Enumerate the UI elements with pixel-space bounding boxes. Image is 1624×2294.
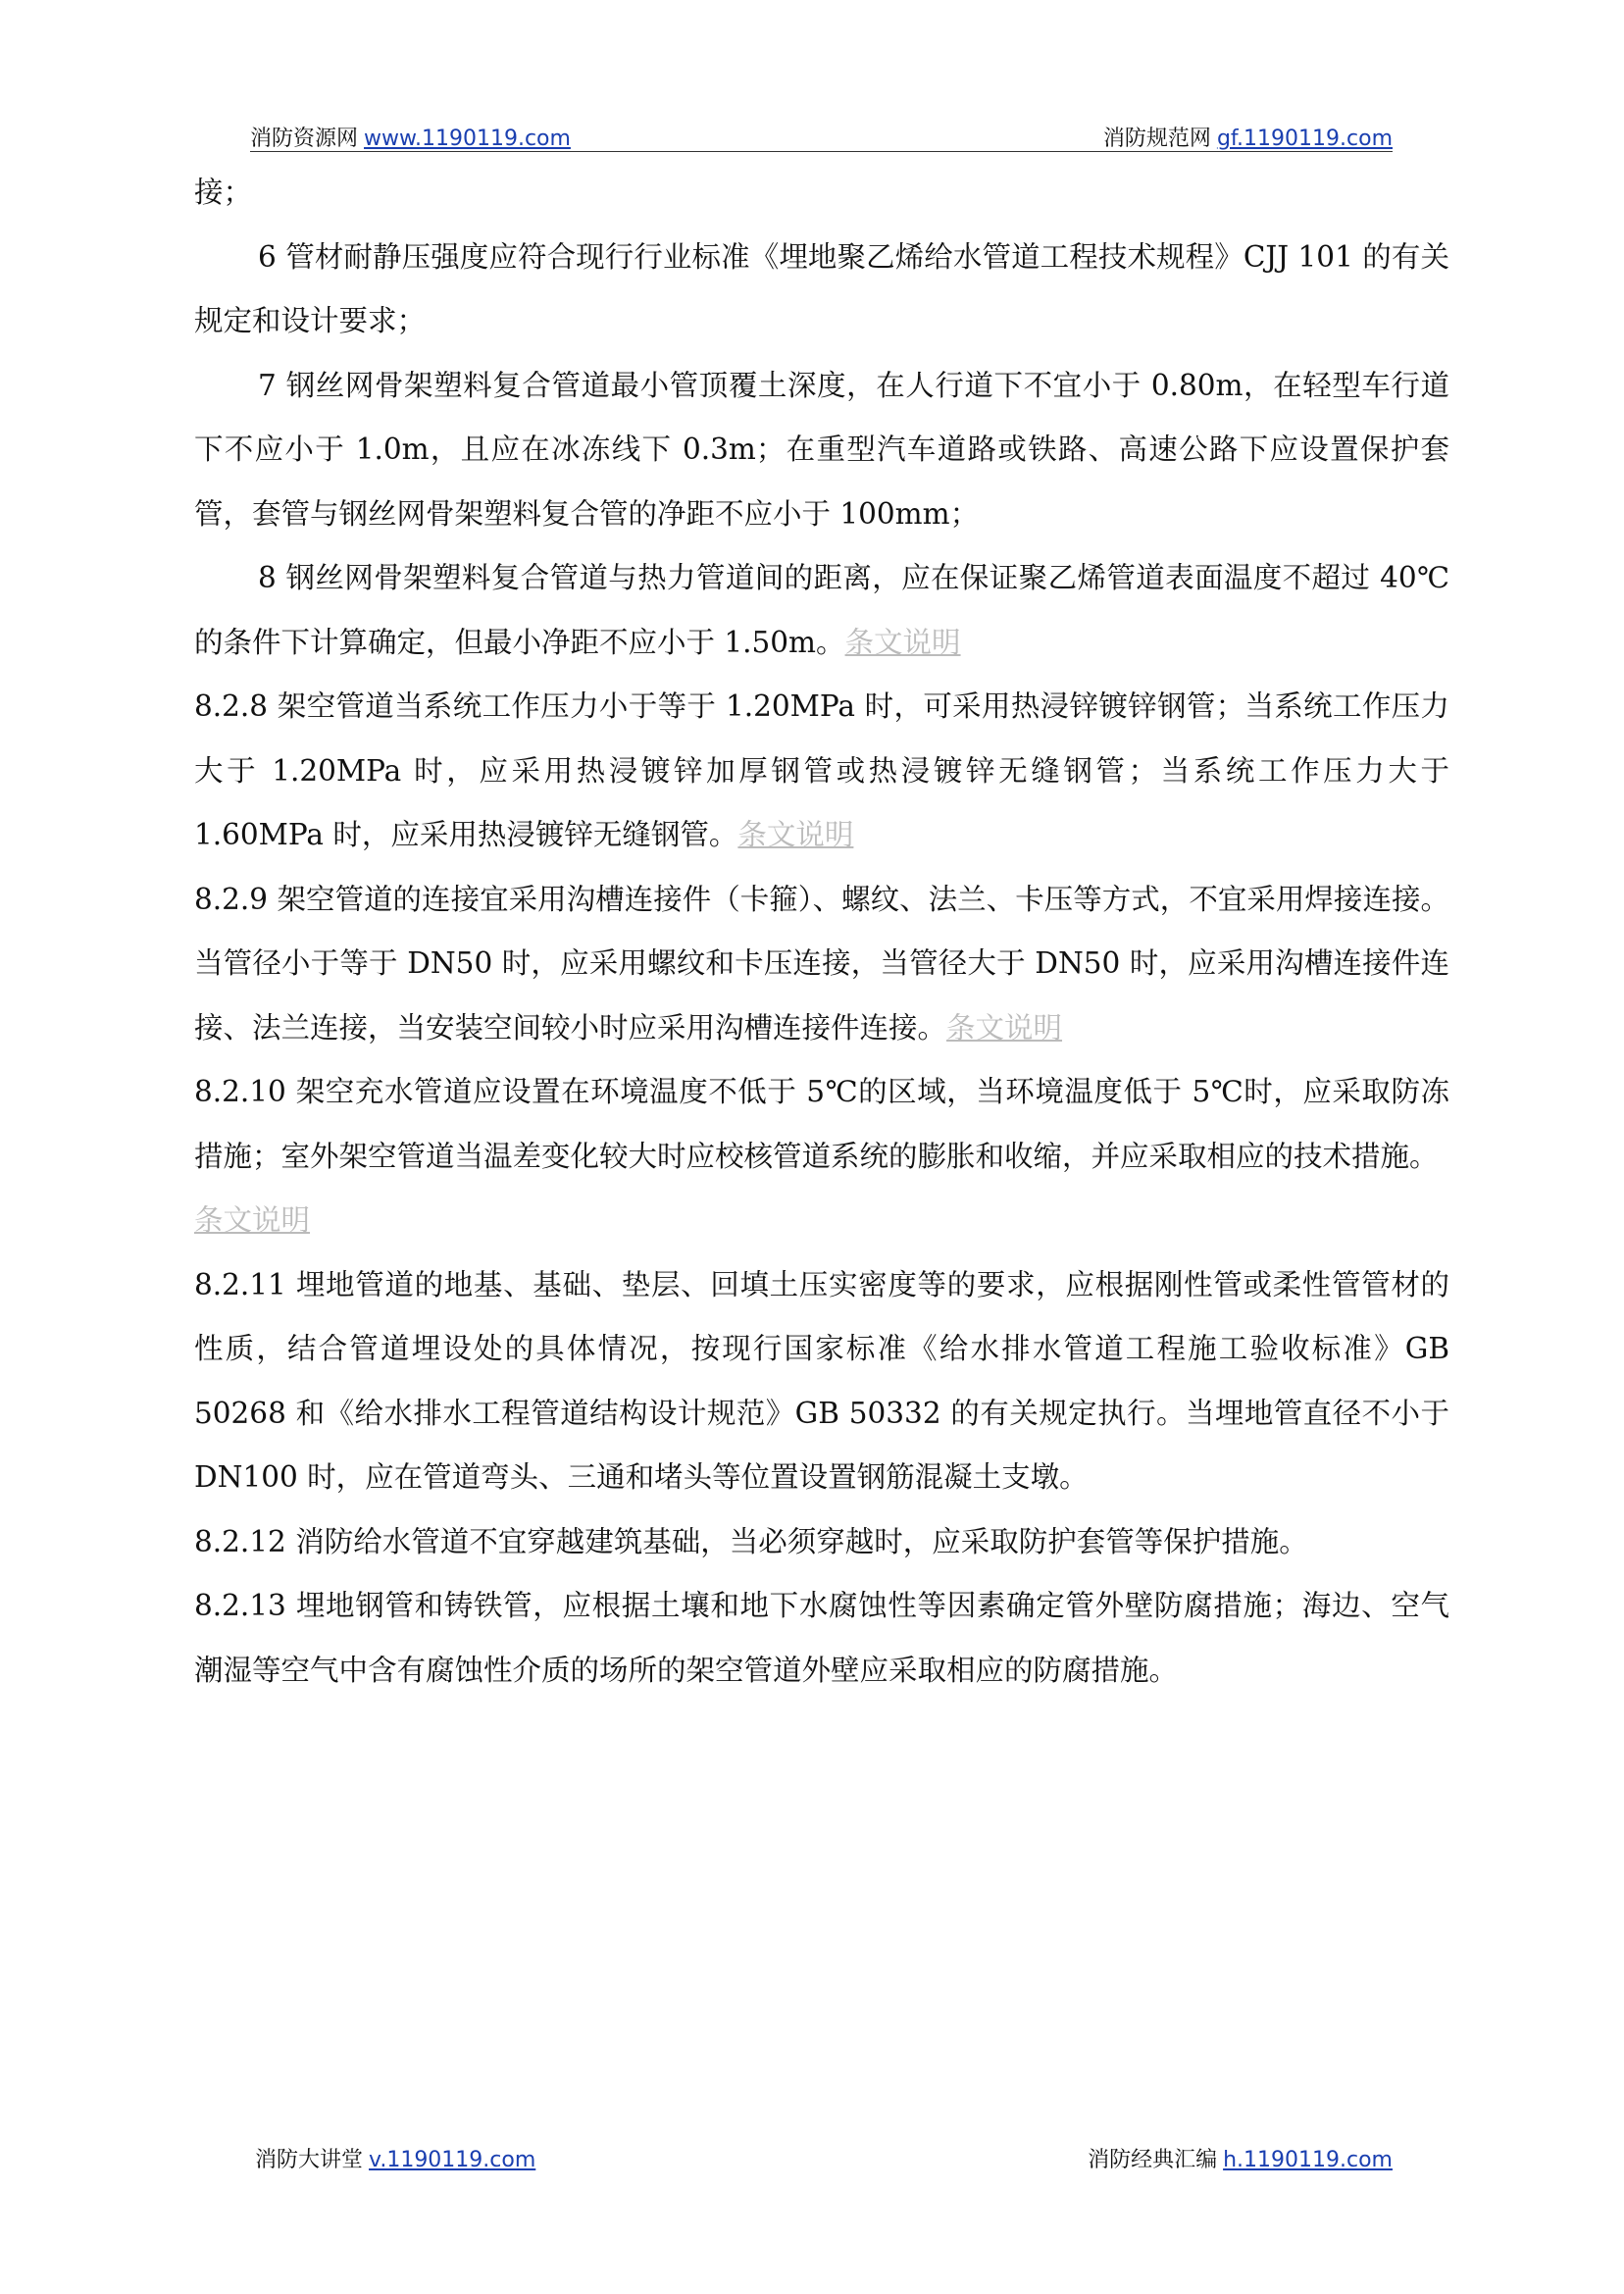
footer-right bbox=[1088, 2143, 1393, 2173]
paragraph-continuation bbox=[194, 161, 1449, 226]
header-right-label: 消防规范网 bbox=[1102, 127, 1211, 151]
clause-8-2-12 bbox=[194, 1510, 1449, 1575]
clause-note-link[interactable]: 条文说明 bbox=[194, 1203, 311, 1237]
footer-right-link[interactable]: h.1190119.com bbox=[1223, 2148, 1393, 2172]
clause-8-2-10 bbox=[194, 1060, 1449, 1189]
paragraph-text: 8.2.12 消防给水管道不宜穿越建筑基础，当必须穿越时，应采取防护套管等保护措施。 bbox=[194, 1524, 1308, 1558]
clause-note-link[interactable]: 条文说明 bbox=[946, 1010, 1063, 1045]
paragraph-text: 6 管材耐静压强度应符合现行行业标准《埋地聚乙烯给水管道工程技术规程》CJJ 101 的有关规定和设计要求； bbox=[194, 239, 1449, 337]
paragraph-text: 8.2.13 埋地钢管和铸铁管，应根据土壤和地下水腐蚀性等因素确定管外壁防腐措施；海边、空气潮湿等空气中含有腐蚀性介质的场所的架空管道外壁应采取相应的防腐措施。 bbox=[194, 1589, 1449, 1687]
footer-left-link[interactable]: v.1190119.com bbox=[369, 2148, 536, 2172]
clause-note-row bbox=[194, 1189, 1449, 1253]
clause-note-link[interactable]: 条文说明 bbox=[737, 818, 854, 851]
clause-8-2-13 bbox=[194, 1574, 1449, 1703]
paragraph-text: 7 钢丝网骨架塑料复合管道最小管顶覆土深度，在人行道下不宜小于 0.80m，在轻型车行道下不应小于 1.0m，且应在冰冻线下 0.3m；在重型汽车道路或铁路、高速公路下应设置保护套管，套管与钢丝网骨架塑料复合管的净距不应小于 100mm； bbox=[194, 368, 1449, 531]
document-body bbox=[194, 161, 1449, 1703]
paragraph-text: 8.2.10 架空充水管道应设置在环境温度不低于 5℃的区域，当环境温度低于 5℃时，应采取防冻措施；室外架空管道当温差变化较大时应校核管道系统的膨胀和收缩，并应采取相应的技术措施。 bbox=[194, 1075, 1449, 1173]
page-footer bbox=[255, 2143, 1393, 2178]
clause-note-link[interactable]: 条文说明 bbox=[844, 625, 961, 659]
header-left-link[interactable]: www.1190119.com bbox=[364, 127, 571, 151]
paragraph-item-7 bbox=[194, 354, 1449, 547]
header-right-link[interactable]: gf.1190119.com bbox=[1216, 127, 1393, 151]
footer-left bbox=[255, 2143, 535, 2173]
paragraph-text: 8.2.11 埋地管道的地基、基础、垫层、回填土压实密度等的要求，应根据刚性管或柔性管管材的性质，结合管道埋设处的具体情况，按现行国家标准《给水排水管道工程施工验收标准》GB 50268 和《给水排水工程管道结构设计规范》GB 50332 的有关规定执行。当埋地管直径不小于 DN100 时，应在管道弯头、三通和堵头等位置设置钢筋混凝土支墩。 bbox=[194, 1267, 1449, 1494]
clause-8-2-11 bbox=[194, 1253, 1449, 1510]
header-left bbox=[250, 122, 571, 152]
clause-8-2-9 bbox=[194, 868, 1449, 1061]
footer-right-label: 消防经典汇编 bbox=[1088, 2148, 1218, 2172]
paragraph-text: 8.2.8 架空管道当系统工作压力小于等于 1.20MPa 时，可采用热浸锌镀锌钢管；当系统工作压力大于 1.20MPa 时，应采用热浸镀锌加厚钢管或热浸镀锌无缝钢管；当系统工作压力大于 1.60MPa 时，应采用热浸镀锌无缝钢管。 bbox=[194, 689, 1449, 851]
header-right bbox=[1103, 122, 1393, 152]
paragraph-item-6 bbox=[194, 226, 1449, 354]
paragraph-text: 8 钢丝网骨架塑料复合管道与热力管道间的距离，应在保证聚乙烯管道表面温度不超过 40℃的条件下计算确定，但最小净距不应小于 1.50m。 bbox=[194, 561, 1449, 659]
paragraph-text: 8.2.9 架空管道的连接宜采用沟槽连接件（卡箍）、螺纹、法兰、卡压等方式，不宜采用焊接连接。当管径小于等于 DN50 时，应采用螺纹和卡压连接，当管径大于 DN50 时，应采用沟槽连接件连接、法兰连接，当安装空间较小时应采用沟槽连接件连接。 bbox=[194, 882, 1449, 1045]
clause-8-2-8 bbox=[194, 675, 1449, 868]
footer-left-label: 消防大讲堂 bbox=[255, 2148, 364, 2172]
page-header bbox=[250, 118, 1393, 152]
paragraph-text: 接； bbox=[194, 176, 253, 209]
header-left-label: 消防资源网 bbox=[250, 127, 359, 151]
paragraph-item-8 bbox=[194, 546, 1449, 675]
